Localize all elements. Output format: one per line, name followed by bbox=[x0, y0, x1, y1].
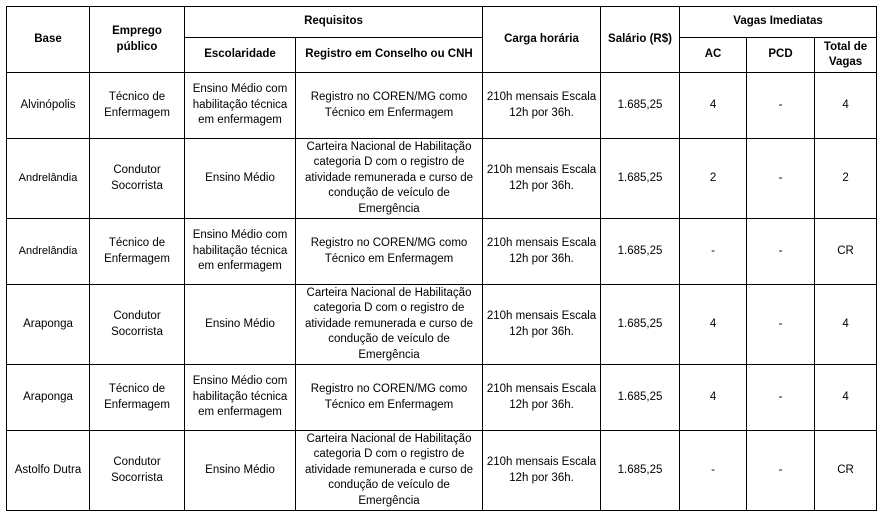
header-total: Total de Vagas bbox=[815, 38, 877, 73]
cell-registro: Carteira Nacional de Habilitação categoria D com o registro de atividade remunerada e curso de condução de veículo de Emergência bbox=[296, 285, 483, 365]
cell-base: Astolfo Dutra bbox=[7, 431, 90, 511]
cell-salario: 1.685,25 bbox=[601, 139, 680, 219]
cell-registro: Registro no COREN/MG como Técnico em Enfermagem bbox=[296, 73, 483, 139]
cell-ac: 4 bbox=[680, 285, 747, 365]
cell-ac: 4 bbox=[680, 73, 747, 139]
cell-registro: Registro no COREN/MG como Técnico em Enfermagem bbox=[296, 219, 483, 285]
cell-total: CR bbox=[815, 431, 877, 511]
cell-carga: 210h mensais Escala 12h por 36h. bbox=[483, 139, 601, 219]
cell-salario: 1.685,25 bbox=[601, 285, 680, 365]
cell-carga: 210h mensais Escala 12h por 36h. bbox=[483, 219, 601, 285]
cell-pcd: - bbox=[747, 431, 815, 511]
header-requisitos: Requisitos bbox=[185, 7, 483, 38]
cell-ac: 2 bbox=[680, 139, 747, 219]
cell-registro: Carteira Nacional de Habilitação categoria D com o registro de atividade remunerada e curso de condução de veículo de Emergência bbox=[296, 139, 483, 219]
cell-total: 4 bbox=[815, 73, 877, 139]
table-row bbox=[7, 365, 877, 431]
cell-pcd: - bbox=[747, 139, 815, 219]
header-registro: Registro em Conselho ou CNH bbox=[296, 38, 483, 73]
cell-escolaridade: Ensino Médio com habilitação técnica em enfermagem bbox=[185, 73, 296, 139]
cell-escolaridade: Ensino Médio bbox=[185, 431, 296, 511]
cell-carga: 210h mensais Escala 12h por 36h. bbox=[483, 431, 601, 511]
header-escolaridade: Escolaridade bbox=[185, 38, 296, 73]
cell-ac: - bbox=[680, 219, 747, 285]
cell-emprego: Condutor Socorrista bbox=[90, 139, 185, 219]
header-row-top bbox=[7, 7, 877, 38]
cell-carga: 210h mensais Escala 12h por 36h. bbox=[483, 285, 601, 365]
cell-registro: Registro no COREN/MG como Técnico em Enfermagem bbox=[296, 365, 483, 431]
cell-salario: 1.685,25 bbox=[601, 73, 680, 139]
cell-base: Araponga bbox=[7, 365, 90, 431]
cell-emprego: Condutor Socorrista bbox=[90, 431, 185, 511]
cell-carga: 210h mensais Escala 12h por 36h. bbox=[483, 365, 601, 431]
cell-pcd: - bbox=[747, 219, 815, 285]
cell-ac: - bbox=[680, 431, 747, 511]
cell-total: 4 bbox=[815, 285, 877, 365]
cell-pcd: - bbox=[747, 285, 815, 365]
cell-escolaridade: Ensino Médio com habilitação técnica em enfermagem bbox=[185, 219, 296, 285]
table-row bbox=[7, 285, 877, 365]
cell-emprego: Técnico de Enfermagem bbox=[90, 73, 185, 139]
header-emprego: Emprego público bbox=[90, 7, 185, 73]
header-carga: Carga horária bbox=[483, 7, 601, 73]
cell-salario: 1.685,25 bbox=[601, 431, 680, 511]
cell-emprego: Técnico de Enfermagem bbox=[90, 365, 185, 431]
table-row bbox=[7, 139, 877, 219]
header-salario: Salário (R$) bbox=[601, 7, 680, 73]
header-base: Base bbox=[7, 7, 90, 73]
cell-base: Andrelândia bbox=[7, 219, 90, 285]
cell-escolaridade: Ensino Médio bbox=[185, 285, 296, 365]
cell-escolaridade: Ensino Médio bbox=[185, 139, 296, 219]
table-row bbox=[7, 73, 877, 139]
header-vagas: Vagas Imediatas bbox=[680, 7, 877, 38]
cell-salario: 1.685,25 bbox=[601, 365, 680, 431]
cell-emprego: Condutor Socorrista bbox=[90, 285, 185, 365]
cell-registro: Carteira Nacional de Habilitação categoria D com o registro de atividade remunerada e curso de condução de veículo de Emergência bbox=[296, 431, 483, 511]
cell-pcd: - bbox=[747, 73, 815, 139]
cell-emprego: Técnico de Enfermagem bbox=[90, 219, 185, 285]
cell-carga: 210h mensais Escala 12h por 36h. bbox=[483, 73, 601, 139]
cell-salario: 1.685,25 bbox=[601, 219, 680, 285]
cell-ac: 4 bbox=[680, 365, 747, 431]
cell-escolaridade: Ensino Médio com habilitação técnica em enfermagem bbox=[185, 365, 296, 431]
table-row bbox=[7, 219, 877, 285]
table-row bbox=[7, 431, 877, 511]
cell-total: 2 bbox=[815, 139, 877, 219]
cell-base: Araponga bbox=[7, 285, 90, 365]
cell-base: Andrelândia bbox=[7, 139, 90, 219]
cell-total: CR bbox=[815, 219, 877, 285]
header-pcd: PCD bbox=[747, 38, 815, 73]
vacancies-table bbox=[6, 6, 877, 511]
cell-base: Alvinópolis bbox=[7, 73, 90, 139]
cell-total: 4 bbox=[815, 365, 877, 431]
cell-pcd: - bbox=[747, 365, 815, 431]
header-ac: AC bbox=[680, 38, 747, 73]
